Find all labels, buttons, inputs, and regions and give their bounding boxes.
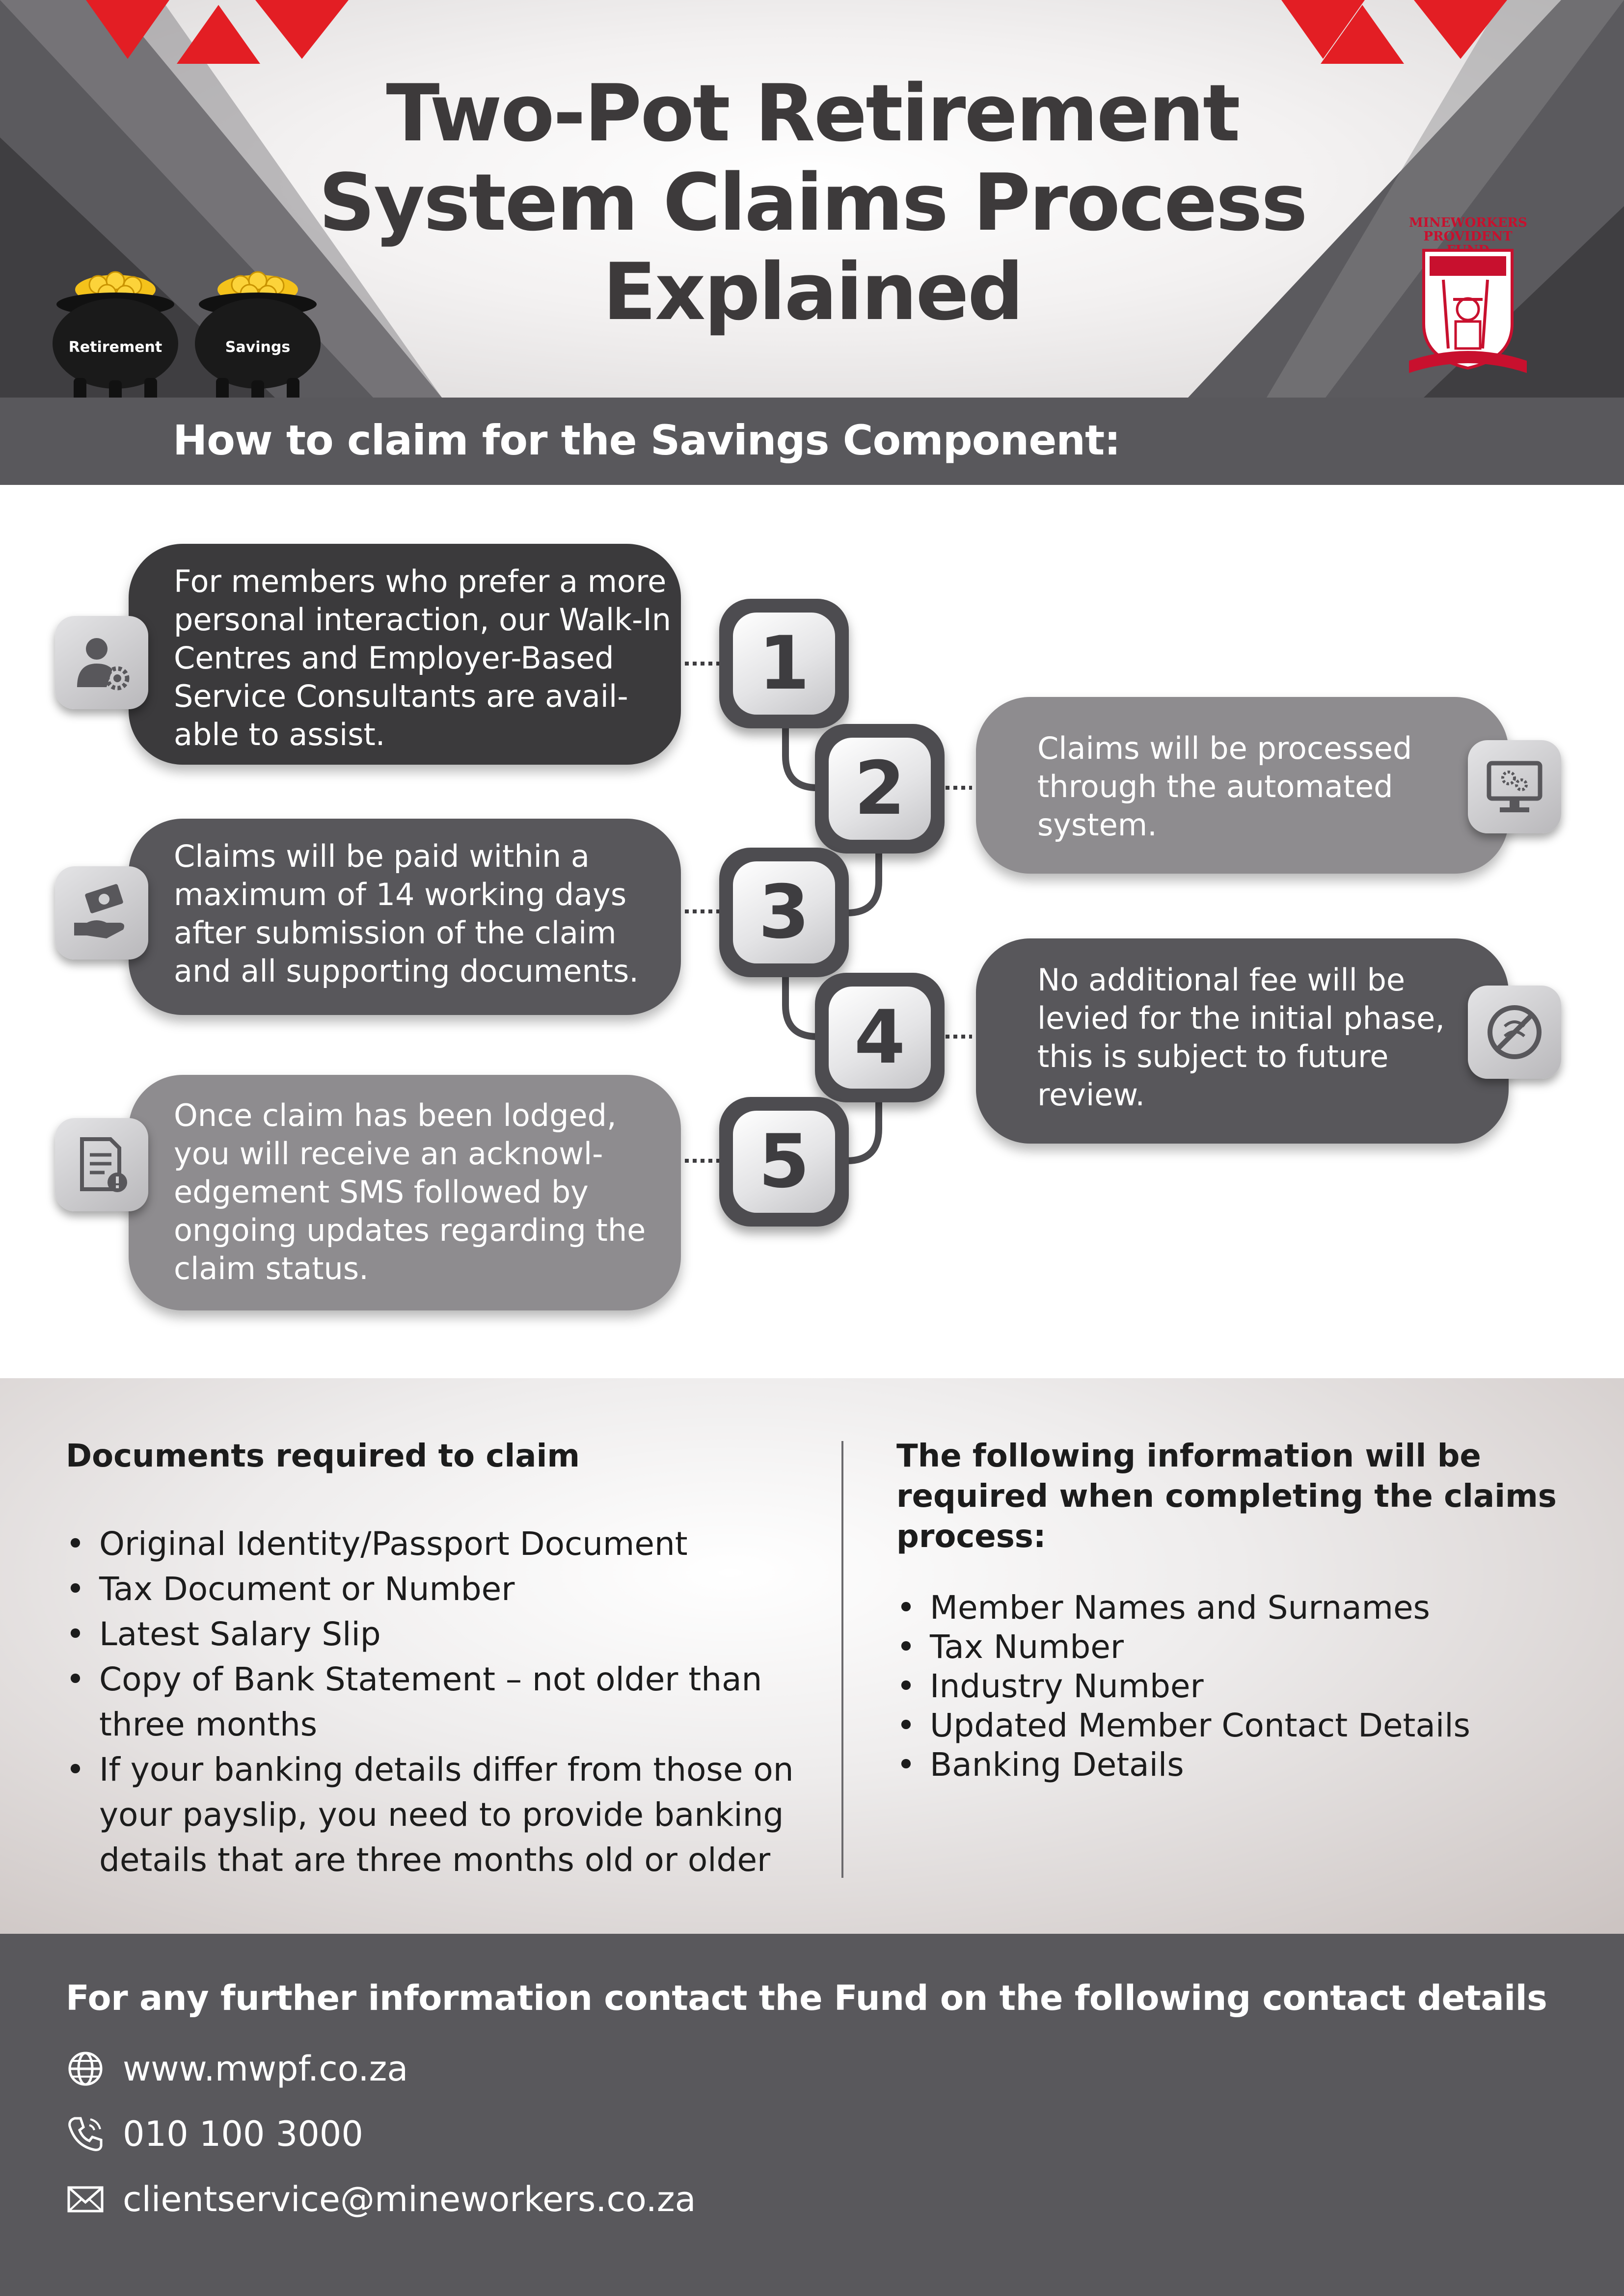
step-4-text: No additional fee will be levied for the initial phase, this is subject to future review. [1037,962,1445,1113]
section-title: How to claim for the Savings Component: [173,416,1120,464]
page-title: Two-Pot Retirement System Claims Process Explained [319,67,1306,338]
step-number-4-label: 4 [829,987,931,1089]
step-1-card [129,544,681,765]
documents-item: • If your banking details differ from those on your payslip, you need to provide banking details that are three months old or older [66,1747,812,1883]
step-5-card [129,1075,681,1310]
pot-label-retirement: Retirement [68,339,162,356]
information-item: • Updated Member Contact Details [896,1706,1584,1745]
information-item: • Industry Number [896,1667,1584,1706]
requirements-section [0,1378,1624,1934]
section-divider [841,1441,843,1878]
step-2-text: Claims will be processed through the automated system. [1037,730,1412,843]
step-2-card [976,697,1509,874]
step-1-text: For members who prefer a more personal interaction, our Walk-In Centres and Employer-Based Service Consultants are avail-able to assist. [174,563,672,752]
documents-item: • Tax Document or Number [66,1567,812,1612]
documents-title: Documents required to claim [66,1438,580,1474]
website-contact[interactable] [66,2047,408,2091]
pot-label-savings: Savings [225,339,291,356]
document-alert-icon [55,1118,148,1211]
information-list [896,1588,1584,1785]
step-number-4 [815,973,945,1102]
step-number-2-label: 2 [829,738,931,840]
step-3-text: Claims will be paid within a maximum of 14 working days after submission of the claim and all supporting documents. [174,838,639,989]
phone-contact[interactable] [66,2112,363,2156]
phone-icon [66,2114,105,2154]
information-item: • Tax Number [896,1628,1584,1667]
logo-text: MINEWORKERS PROVIDENT [1409,215,1527,244]
footer-title: For any further information contact the Fund on the following contact details [66,1978,1547,2018]
step-number-1-label: 1 [733,613,835,715]
information-item: • Banking Details [896,1745,1584,1785]
step-number-3-label: 3 [733,861,835,963]
documents-item: • Original Identity/Passport Document [66,1522,812,1567]
documents-list [66,1522,812,1883]
phone-number[interactable]: 010 100 3000 [123,2114,363,2154]
email-address[interactable]: clientservice@mineworkers.co.za [123,2179,696,2219]
documents-item: • Copy of Bank Statement – not older than three months [66,1657,792,1747]
information-item: • Member Names and Surnames [896,1588,1584,1628]
computer-gears-icon [1468,740,1561,833]
information-title: The following information will be required when completing the claims process: [896,1438,1557,1555]
hand-money-icon [55,866,148,960]
email-contact[interactable] [66,2177,696,2221]
person-gear-icon [55,616,148,709]
step-number-3 [719,848,849,977]
step-4-card [976,938,1509,1144]
globe-icon [66,2049,105,2088]
step-number-1 [719,599,849,728]
step-3-card [129,819,681,1015]
contact-footer [0,1934,1624,2296]
website-link[interactable]: www.mwpf.co.za [123,2049,408,2089]
no-fee-icon [1468,986,1561,1079]
envelope-icon [66,2180,105,2219]
step-number-5-label: 5 [733,1111,835,1213]
documents-item: • Latest Salary Slip [66,1612,812,1657]
step-number-5 [719,1097,849,1227]
step-5-text: Once claim has been lodged, you will receive an acknowl-edgement SMS followed by ongoing updates regarding the claim status. [174,1097,646,1286]
step-number-2 [815,724,945,854]
